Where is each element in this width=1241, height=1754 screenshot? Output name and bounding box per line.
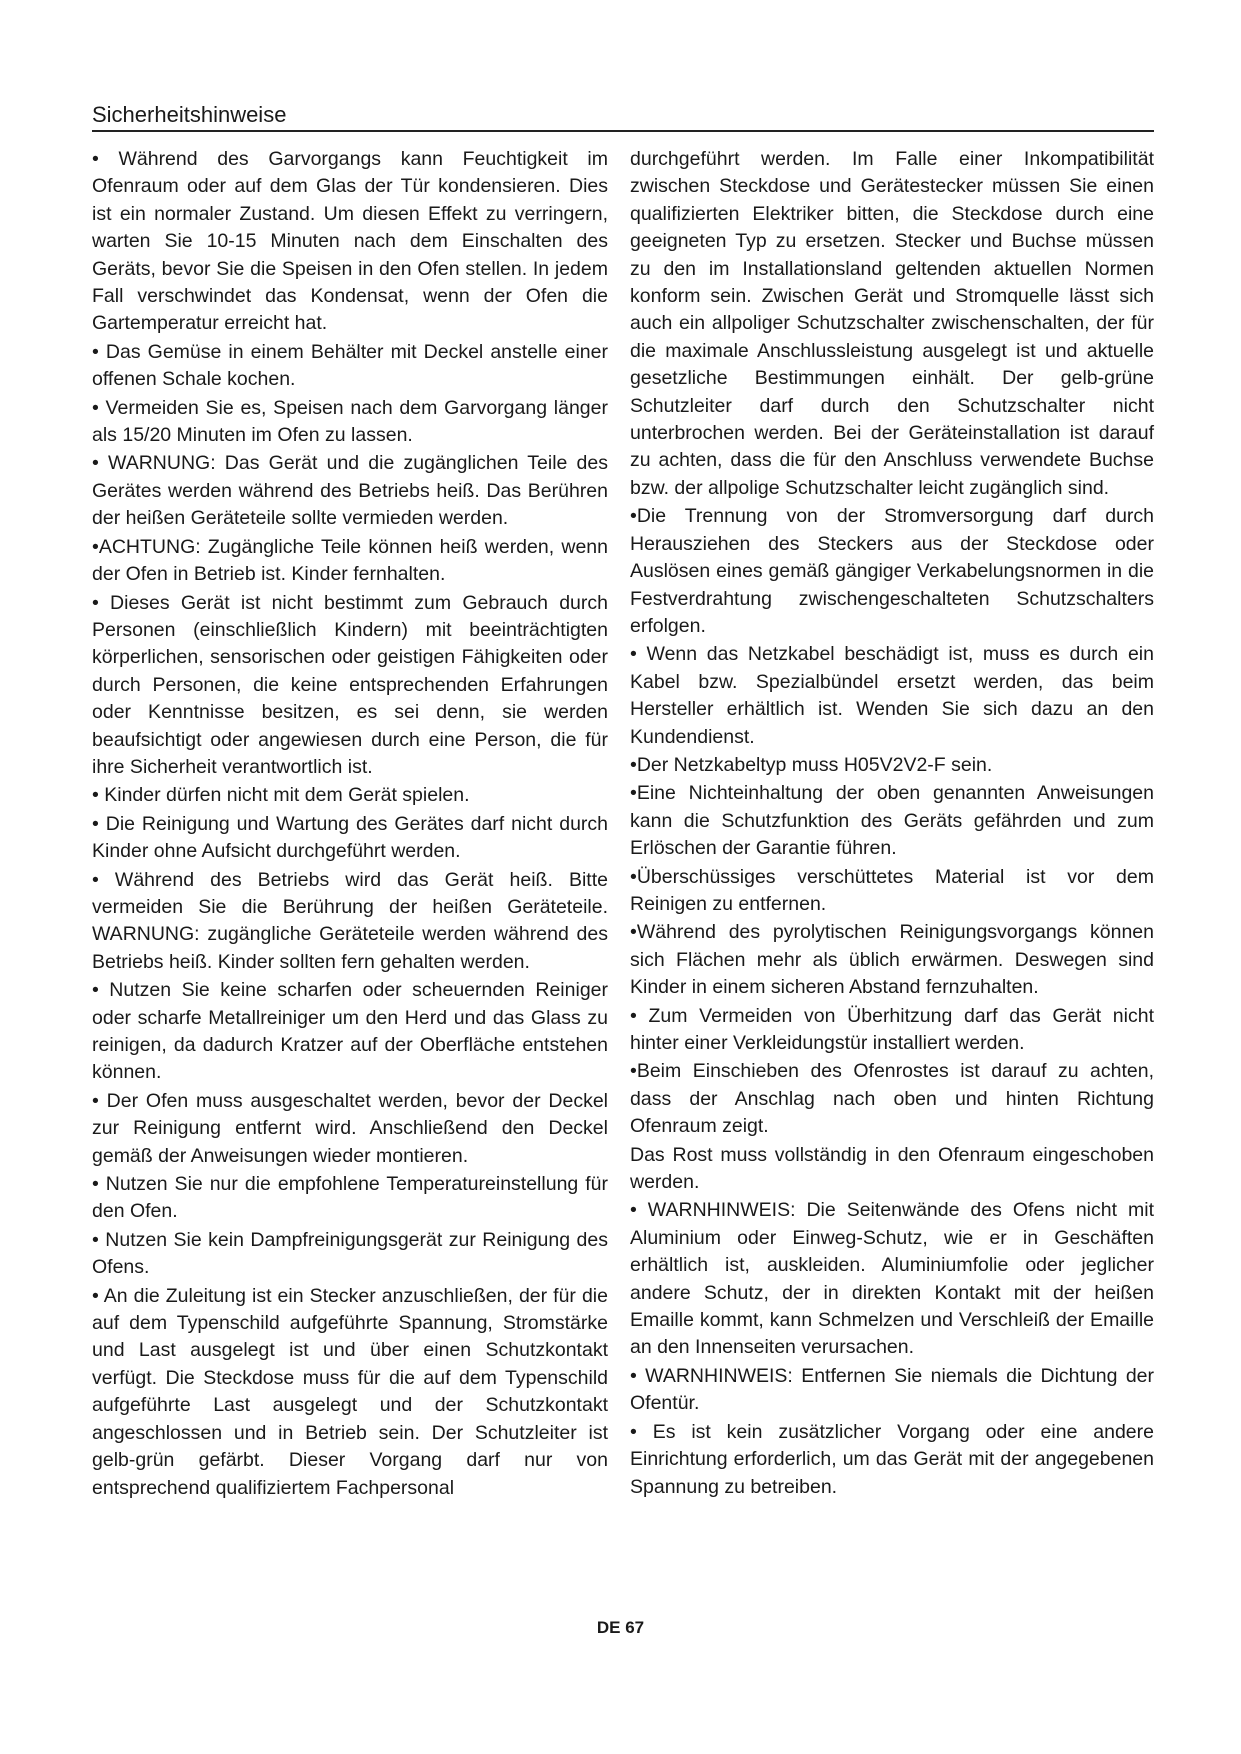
paragraph: durchgeführt werden. Im Falle einer Inkompatibilität zwischen Steckdose und Gerätestecker müssen Sie einen qualifizierten Elektriker bitten, die Steckdose durch eine geeigneten Typ zu ersetzen. Stecker und Buchse müssen zu den im Installationsland geltenden aktuellen Normen konform sein. Zwischen Gerät und Stromquelle lässt sich auch ein allpoliger Schutzschalter zwischenschalten, der für die maximale Anschlussleistung ausgelegt ist und aktuelle gesetzliche Bestimmungen einhält. Der gelb-grüne Schutzleiter darf durch den Schutzschalter nicht unterbrochen werden. Bei der Geräteinstallation ist darauf zu achten, dass die für den Anschluss verwendete Buchse bzw. der allpolige Schutzschalter leicht zugänglich sind. xyxy=(630,148,1154,499)
right-column xyxy=(630,146,1154,1502)
page-number: DE 67 xyxy=(596,1618,645,1637)
paragraph: • Nutzen Sie keine scharfen oder scheuernden Reiniger oder scharfe Metallreiniger um den Herd und das Glass zu reinigen, da dadurch Kratzer auf der Oberfläche entstehen können. xyxy=(92,979,608,1084)
paragraph: • WARNHINWEIS: Entfernen Sie niemals die Dichtung der Ofentür. xyxy=(630,1364,1154,1415)
paragraph: •Beim Einschieben des Ofenrostes ist darauf zu achten, dass der Anschlag nach oben und hinten Richtung Ofenraum zeigt. xyxy=(630,1060,1154,1138)
paragraph: • Der Ofen muss ausgeschaltet werden, bevor der Deckel zur Reinigung entfernt wird. Anschließend den Deckel gemäß der Anweisungen wieder montieren. xyxy=(92,1089,608,1167)
paragraph: •Überschüssiges verschüttetes Material ist vor dem Reinigen zu entfernen. xyxy=(630,865,1154,915)
paragraph: • Es ist kein zusätzlicher Vorgang oder eine andere Einrichtung erforderlich, um das Gerät mit der angegebenen Spannung zu betreiben. xyxy=(630,1420,1154,1498)
paragraph: • Nutzen Sie kein Dampfreinigungsgerät zur Reinigung des Ofens. xyxy=(92,1228,608,1279)
left-column xyxy=(92,146,608,1503)
paragraph: •Der Netzkabeltyp muss H05V2V2-F sein. xyxy=(630,753,993,776)
paragraph: • An die Zuleitung ist ein Stecker anzuschließen, der für die auf dem Typenschild aufgeführte Spannung, Stromstärke und Last ausgelegt ist und über einen Schutzkontakt verfügt. Die Steckdose muss für die auf dem Typenschild aufgeführte Last ausgelegt und der Schutzkontakt angeschlossen und in Betrieb sein. Der Schutzleiter ist gelb-grün gefärbt. Dieser Vorgang darf nur von entsprechend qualifiziertem Fachpersonal xyxy=(92,1284,608,1499)
paragraph: • Während des Garvorgangs kann Feuchtigkeit im Ofenraum oder auf dem Glas der Tür kondensieren. Dies ist ein normaler Zustand. Um diesen Effekt zu verringern, warten Sie 10-15 Minuten nach dem Einschalten des Geräts, bevor Sie die Speisen in den Ofen stellen. In jedem Fall verschwindet das Kondensat, wenn der Ofen die Gartemperatur erreicht hat. xyxy=(92,148,608,335)
paragraph: • Kinder dürfen nicht mit dem Gerät spielen. xyxy=(92,784,470,807)
paragraph: • Die Reinigung und Wartung des Gerätes darf nicht durch Kinder ohne Aufsicht durchgeführt werden. xyxy=(92,812,608,863)
paragraph: • WARNHINWEIS: Die Seitenwände des Ofens nicht mit Aluminium oder Einweg-Schutz, wie er in Geschäften erhältlich ist, auskleiden. Aluminiumfolie oder jeglicher andere Schutz, der in direkten Kontakt mit der heißen Emaille kommt, kann Schmelzen und Verschleiß der Emaille an den Innenseiten verursachen. xyxy=(630,1199,1154,1359)
paragraph: • Während des Betriebs wird das Gerät heiß. Bitte vermeiden Sie die Berührung der heißen Geräteteile. WARNUNG: zugängliche Geräteteile werden während des Betriebs heiß. Kinder sollten fern gehalten werden. xyxy=(92,868,608,973)
page-title: Sicherheitshinweise xyxy=(92,102,287,127)
page-header xyxy=(92,102,1154,132)
paragraph: •Während des pyrolytischen Reinigungsvorgangs können sich Flächen mehr als üblich erwärmen. Deswegen sind Kinder in einem sicheren Abstand fernzuhalten. xyxy=(630,921,1154,999)
paragraph: •Die Trennung von der Stromversorgung darf durch Herausziehen des Steckers aus der Steckdose oder Auslösen eines gemäß gängiger Verkabelungsnormen in die Festverdrahtung zwischengeschalteten Schutzschalters erfolgen. xyxy=(630,505,1154,637)
paragraph: • Vermeiden Sie es, Speisen nach dem Garvorgang länger als 15/20 Minuten im Ofen zu lassen. xyxy=(92,396,608,447)
paragraph: • Zum Vermeiden von Überhitzung darf das Gerät nicht hinter einer Verkleidungstür installiert werden. xyxy=(630,1004,1154,1054)
paragraph: • Dieses Gerät ist nicht bestimmt zum Gebrauch durch Personen (einschließlich Kindern) mit beeinträchtigten körperlichen, sensorischen oder geistigen Fähigkeiten oder durch Personen, die keine entsprechenden Erfahrungen oder Kenntnisse besitzen, es sei denn, sie werden beaufsichtigt oder angewiesen durch eine Person, die für ihre Sicherheit verantwortlich ist. xyxy=(92,591,608,778)
paragraph: • Nutzen Sie nur die empfohlene Temperatureinstellung für den Ofen. xyxy=(92,1173,608,1223)
paragraph: • WARNUNG: Das Gerät und die zugänglichen Teile des Gerätes werden während des Betriebs heiß. Das Berühren der heißen Geräteteile sollte vermieden werden. xyxy=(92,452,608,530)
paragraph: •Eine Nichteinhaltung der oben genannten Anweisungen kann die Schutzfunktion des Geräts gefährden und zum Erlöschen der Garantie führen. xyxy=(630,782,1154,860)
paragraph: •ACHTUNG: Zugängliche Teile können heiß werden, wenn der Ofen in Betrieb ist. Kinder fernhalten. xyxy=(92,535,608,586)
paragraph: • Wenn das Netzkabel beschädigt ist, muss es durch ein Kabel bzw. Spezialbündel ersetzt werden, das beim Hersteller erhältlich ist. Wenden Sie sich dazu an den Kundendienst. xyxy=(630,643,1154,748)
paragraph: Das Rost muss vollständig in den Ofenraum eingeschoben werden. xyxy=(630,1143,1154,1194)
paragraph: • Das Gemüse in einem Behälter mit Deckel anstelle einer offenen Schale kochen. xyxy=(92,340,608,391)
